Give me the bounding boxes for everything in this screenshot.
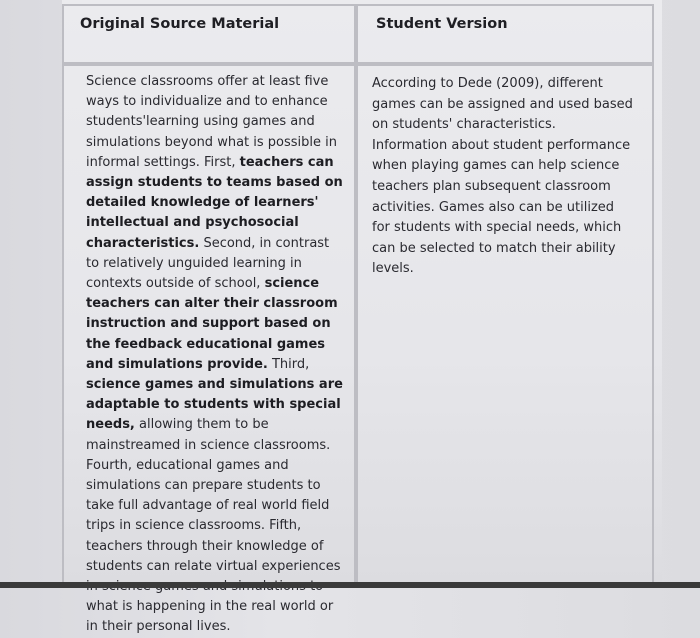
source-text-2: Second, in contrast to relatively unguided learning in contexts outside of school, xyxy=(86,235,330,292)
source-text-1: Science classrooms offer at least five ways to individualize and to enhance students'learning using games and simulations beyond what is possible in informal settings. First, xyxy=(86,74,337,170)
source-bold-1: teachers can assign students to teams based on detailed knowledge of learners' intellectual and psychosocial characteristics. xyxy=(86,154,343,251)
source-bold-2: science teachers can alter their classroom instruction and support based on the feedback educational games and simulations provide. xyxy=(86,276,338,372)
student-version-text: According to Dede (2009), different games can be assigned and used based on students' characteristics. Information about student performance when playing games can help science teachers plan subsequent classroom activities. Games also can be utilized for students with special needs, which can be selected to match their ability levels. xyxy=(372,76,633,277)
header-original-label: Original Source Material xyxy=(80,16,280,32)
original-source-text xyxy=(86,72,346,638)
header-cell-student xyxy=(356,4,654,64)
source-text-3: Third, xyxy=(267,356,310,372)
header-student-label: Student Version xyxy=(376,16,508,32)
bottom-edge xyxy=(0,582,700,588)
source-text-4: allowing them to be mainstreamed in science classrooms. Fourth, educational games and simulations can prepare students to take full advantage of real world field trips in science classrooms. Fifth, teachers through their knowledge of students can relate virtual experiences what is happening in the real world or in their personal lives. xyxy=(86,417,341,635)
comparison-table xyxy=(62,4,658,635)
header-cell-original xyxy=(62,4,356,64)
source-bold-3: science games and simulations are adaptable to students with special needs, xyxy=(86,377,343,433)
